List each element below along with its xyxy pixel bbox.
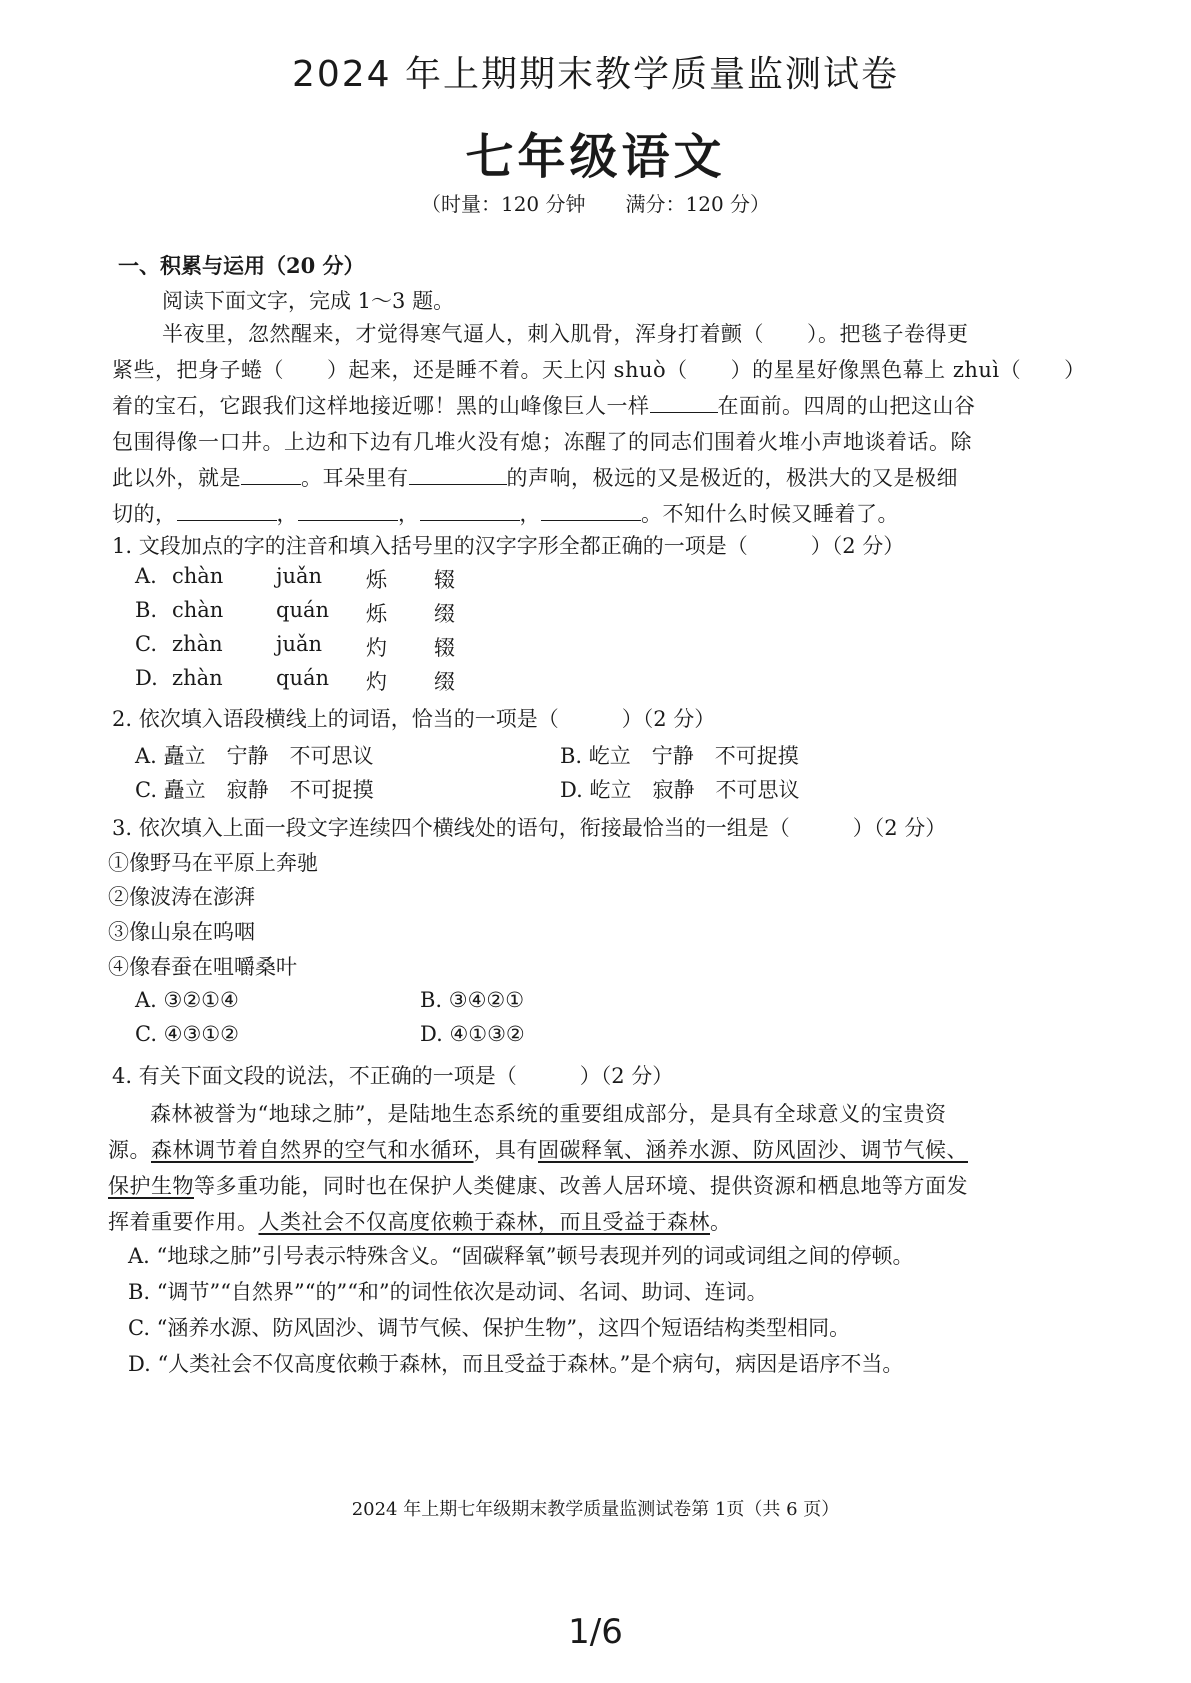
- option-a[interactable]: A. 矗立 宁静 不可思议: [135, 744, 374, 768]
- underlined-text: 保护生物: [108, 1174, 194, 1198]
- passage-text: ，: [276, 502, 298, 526]
- option-pinyin: quán: [276, 666, 330, 690]
- passage-line: [112, 462, 958, 492]
- option-d[interactable]: D. “人类社会不仅高度依赖于森林，而且受益于森林。”是个病句，病因是语序不当。: [128, 1352, 904, 1376]
- passage-text: 。不知什么时候又睡着了。: [641, 502, 899, 526]
- passage-text: 挥着重要作用。: [108, 1210, 259, 1234]
- option-char: 灼: [366, 670, 387, 694]
- passage-text: 切的，: [112, 502, 177, 526]
- option-d[interactable]: D. 屹立 寂静 不可思议: [560, 778, 800, 802]
- passage-line: [108, 1206, 732, 1236]
- underlined-text: 森林调节着自然界的空气和水循环: [151, 1138, 474, 1162]
- option-c[interactable]: C. 矗立 寂静 不可捉摸: [135, 778, 374, 802]
- option-pinyin: zhàn: [172, 666, 223, 690]
- option-char: 缀: [434, 602, 455, 626]
- option-char: 灼: [366, 636, 387, 660]
- option-label: C.: [135, 632, 157, 656]
- fill-blank[interactable]: [541, 500, 641, 521]
- option-char: 缀: [434, 670, 455, 694]
- passage-text: 。: [710, 1210, 732, 1234]
- option-c[interactable]: C. ④③①②: [135, 1022, 239, 1046]
- option-label: D.: [135, 666, 158, 690]
- passage-text: 等多重功能，同时也在保护人类健康、改善人居环境、提供资源和栖息地等方面发: [194, 1174, 968, 1198]
- option-pinyin: chàn: [172, 564, 224, 588]
- option-b[interactable]: B. “调节”“自然界”“的”“和”的词性依次是动词、名词、助词、连词。: [128, 1280, 768, 1304]
- page-footer: 2024 年上期七年级期末教学质量监测试卷第 1页（共 6 页）: [351, 1499, 840, 1520]
- option-a[interactable]: A. “地球之肺”引号表示特殊含义。“固碳释氧”顿号表现并列的词或词组之间的停顿。: [128, 1244, 914, 1268]
- option-b[interactable]: B. 屹立 宁静 不可捉摸: [560, 744, 799, 768]
- subject-title: 七年级语文: [465, 129, 726, 185]
- list-item: ①像野马在平原上奔驰: [108, 851, 318, 875]
- section-heading: 一、积累与运用（20 分）: [118, 253, 365, 278]
- option-char: 辍: [434, 568, 455, 592]
- fill-blank[interactable]: [241, 464, 301, 485]
- passage-text: 在面前。四周的山把这山谷: [717, 394, 976, 418]
- underlined-text: 人类社会不仅高度依赖于森林，而且受益于森林: [258, 1210, 710, 1234]
- fill-blank[interactable]: [177, 500, 277, 521]
- passage-line: [108, 1170, 968, 1200]
- option-pinyin: chàn: [172, 598, 224, 622]
- option-char: 辍: [434, 636, 455, 660]
- option-d[interactable]: D. ④①③②: [420, 1022, 525, 1046]
- passage-text: 此以外，就是: [112, 466, 241, 490]
- fill-blank[interactable]: [420, 500, 520, 521]
- passage-line: 包围得像一口井。上边和下边有几堆火没有熄；冻醒了的同志们围着火堆小声地谈着话。除: [112, 430, 972, 454]
- passage-text: ，具有: [473, 1138, 538, 1162]
- option-pinyin: juǎn: [276, 564, 323, 588]
- underlined-text: 固碳释氧、涵养水源、防风固沙、调节气候、: [538, 1138, 968, 1162]
- list-item: ④像春蚕在咀嚼桑叶: [108, 955, 297, 979]
- passage-text: 的声响，极远的又是极近的，极洪大的又是极细: [506, 466, 958, 490]
- passage-line: [112, 390, 976, 420]
- option-a[interactable]: A. ③②①④: [135, 988, 239, 1012]
- list-item: ②像波涛在澎湃: [108, 885, 255, 909]
- passage-line: [108, 1134, 968, 1164]
- option-pinyin: zhàn: [172, 632, 223, 656]
- passage-line: 紧些，把身子蜷（ ）起来，还是睡不着。天上闪 shuò（ ）的星星好像黑色幕上 zhuì（ ）: [112, 358, 1086, 382]
- passage-text: ，: [519, 502, 541, 526]
- option-pinyin: juǎn: [276, 632, 323, 656]
- exam-info: （时量：120 分钟 满分：120 分）: [420, 192, 771, 216]
- page-indicator: 1/6: [568, 1612, 623, 1652]
- option-pinyin: quán: [276, 598, 330, 622]
- question-stem: 1. 文段加点的字的注音和填入括号里的汉字字形全都正确的一项是（ ）（2 分）: [112, 534, 905, 558]
- passage-text: ，: [398, 502, 420, 526]
- option-char: 烁: [366, 602, 387, 626]
- fill-blank[interactable]: [298, 500, 398, 521]
- passage-text: 着的宝石，它跟我们这样地接近哪！黑的山峰像巨人一样: [112, 394, 650, 418]
- passage-line: [112, 498, 899, 528]
- option-c[interactable]: C. “涵养水源、防风固沙、调节气候、保护生物”，这四个短语结构类型相同。: [128, 1316, 851, 1340]
- list-item: ③像山泉在呜咽: [108, 920, 255, 944]
- fill-blank[interactable]: [409, 464, 507, 485]
- option-b[interactable]: B. ③④②①: [420, 988, 525, 1012]
- passage-line: 森林被誉为“地球之肺”，是陆地生态系统的重要组成部分，是具有全球意义的宝贵资: [150, 1102, 947, 1126]
- option-label: A.: [135, 564, 157, 588]
- option-label: B.: [135, 598, 158, 622]
- passage-line: 半夜里，忽然醒来，才觉得寒气逼人，刺入肌骨，浑身打着颤（ ）。把毯子卷得更: [162, 322, 969, 346]
- option-char: 烁: [366, 568, 387, 592]
- question-stem: 4. 有关下面文段的说法，不正确的一项是（ ）（2 分）: [112, 1064, 674, 1088]
- exam-title: 2024 年上期期末教学质量监测试卷: [291, 54, 900, 95]
- question-stem: 3. 依次填入上面一段文字连续四个横线处的语句，衔接最恰当的一组是（ ）（2 分）: [112, 816, 947, 840]
- fill-blank[interactable]: [650, 392, 718, 413]
- passage-text: 。耳朵里有: [301, 466, 409, 490]
- question-stem: 2. 依次填入语段横线上的词语，恰当的一项是（ ）（2 分）: [112, 707, 716, 731]
- section-instruction: 阅读下面文字，完成 1～3 题。: [162, 289, 455, 313]
- passage-text: 源。: [108, 1138, 151, 1162]
